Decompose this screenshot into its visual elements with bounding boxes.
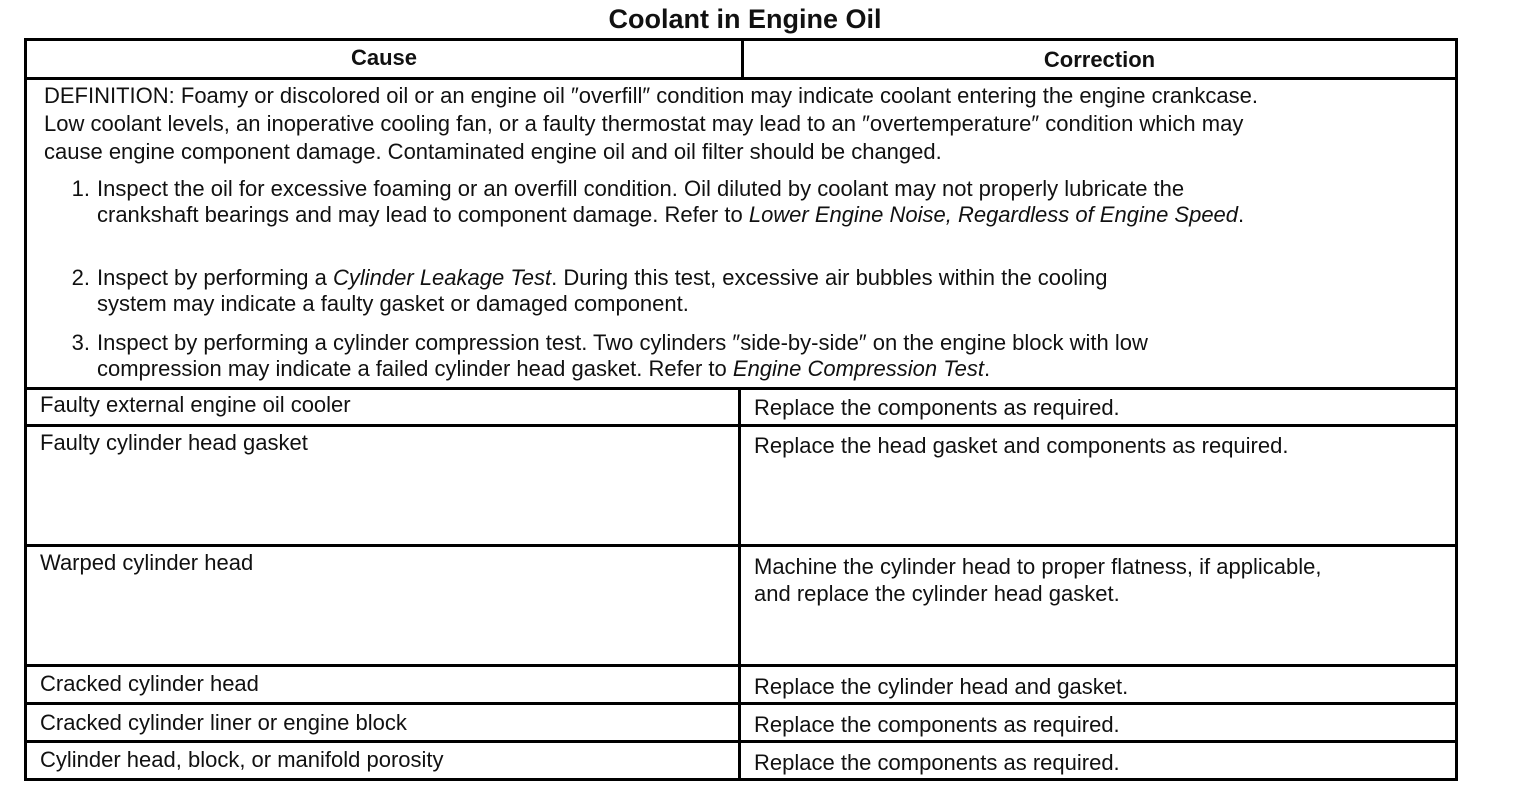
step-1-line-1: Inspect the oil for excessive foaming or an overfill condition. Oil diluted by coolant may not properly lubricate the bbox=[97, 176, 1185, 201]
definition-bottom-border bbox=[24, 387, 1458, 390]
header-bottom-border bbox=[24, 77, 1458, 80]
step-1-text: crankshaft bearings and may lead to component damage. Refer to bbox=[97, 202, 749, 227]
definition-line-1: DEFINITION: Foamy or discolored oil or an engine oil ″overfill″ condition may indicate coolant entering the engine crankcase. bbox=[44, 83, 1258, 108]
correction-cell: Replace the components as required. bbox=[754, 395, 1120, 420]
table-left-border bbox=[24, 38, 27, 781]
step-2-line-2: system may indicate a faulty gasket or damaged component. bbox=[97, 291, 689, 316]
cause-cell: Faulty external engine oil cooler bbox=[40, 392, 351, 417]
step-1-line-2 bbox=[97, 202, 1244, 228]
column-divider bbox=[738, 387, 741, 780]
table-right-border bbox=[1455, 38, 1458, 781]
step-3-reference: Engine Compression Test bbox=[732, 356, 984, 381]
step-3-line-1: Inspect by performing a cylinder compression test. Two cylinders ″side-by-side″ on the engine block with low bbox=[97, 330, 1148, 355]
step-2-text: Inspect by performing a bbox=[97, 265, 334, 290]
table-bottom-border bbox=[24, 778, 1458, 781]
correction-cell: Replace the components as required. bbox=[754, 712, 1120, 737]
correction-cell: Machine the cylinder head to proper flatness, if applicable, bbox=[754, 554, 1322, 579]
step-number: 2. bbox=[71, 265, 90, 290]
definition-text bbox=[44, 82, 1454, 166]
diagnosis-table bbox=[24, 38, 1458, 780]
correction-cell-line-2: and replace the cylinder head gasket. bbox=[754, 581, 1120, 606]
row-separator bbox=[24, 664, 1458, 667]
definition-line-3: cause engine component damage. Contaminated engine oil and oil filter should be changed. bbox=[44, 139, 942, 164]
definition-line-2: Low coolant levels, an inoperative cooling fan, or a faulty thermostat may lead to an ″overtemperature″ condition which may bbox=[44, 111, 1244, 136]
correction-cell: Replace the components as required. bbox=[754, 750, 1120, 775]
row-separator bbox=[24, 740, 1458, 743]
step-number: 1. bbox=[71, 176, 90, 201]
step-2-line-1 bbox=[97, 265, 1108, 291]
row-separator bbox=[24, 424, 1458, 427]
step-2-text-cont: . During this test, excessive air bubbles within the cooling bbox=[551, 265, 1108, 290]
step-3-period: . bbox=[984, 356, 991, 381]
step-1-period: . bbox=[1238, 202, 1245, 227]
cause-cell: Cylinder head, block, or manifold porosity bbox=[40, 747, 444, 772]
cause-cell: Cracked cylinder liner or engine block bbox=[40, 710, 407, 735]
header-correction: Correction bbox=[1043, 47, 1156, 72]
step-number: 3. bbox=[71, 330, 90, 355]
header-divider bbox=[741, 38, 744, 79]
cause-cell: Warped cylinder head bbox=[40, 550, 254, 575]
header-cause: Cause bbox=[350, 45, 418, 70]
step-3-line-2 bbox=[97, 356, 1148, 382]
step-1-reference: Lower Engine Noise, Regardless of Engine Speed bbox=[748, 202, 1239, 227]
page-title: Coolant in Engine Oil bbox=[608, 4, 882, 34]
correction-cell: Replace the head gasket and components as required. bbox=[754, 433, 1289, 458]
cause-cell: Cracked cylinder head bbox=[40, 671, 259, 696]
correction-cell: Replace the cylinder head and gasket. bbox=[754, 674, 1129, 699]
step-3-text: compression may indicate a failed cylinder head gasket. Refer to bbox=[97, 356, 733, 381]
cause-cell: Faulty cylinder head gasket bbox=[40, 430, 308, 455]
row-separator bbox=[24, 544, 1458, 547]
row-separator bbox=[24, 702, 1458, 705]
step-2-reference: Cylinder Leakage Test bbox=[333, 265, 552, 290]
